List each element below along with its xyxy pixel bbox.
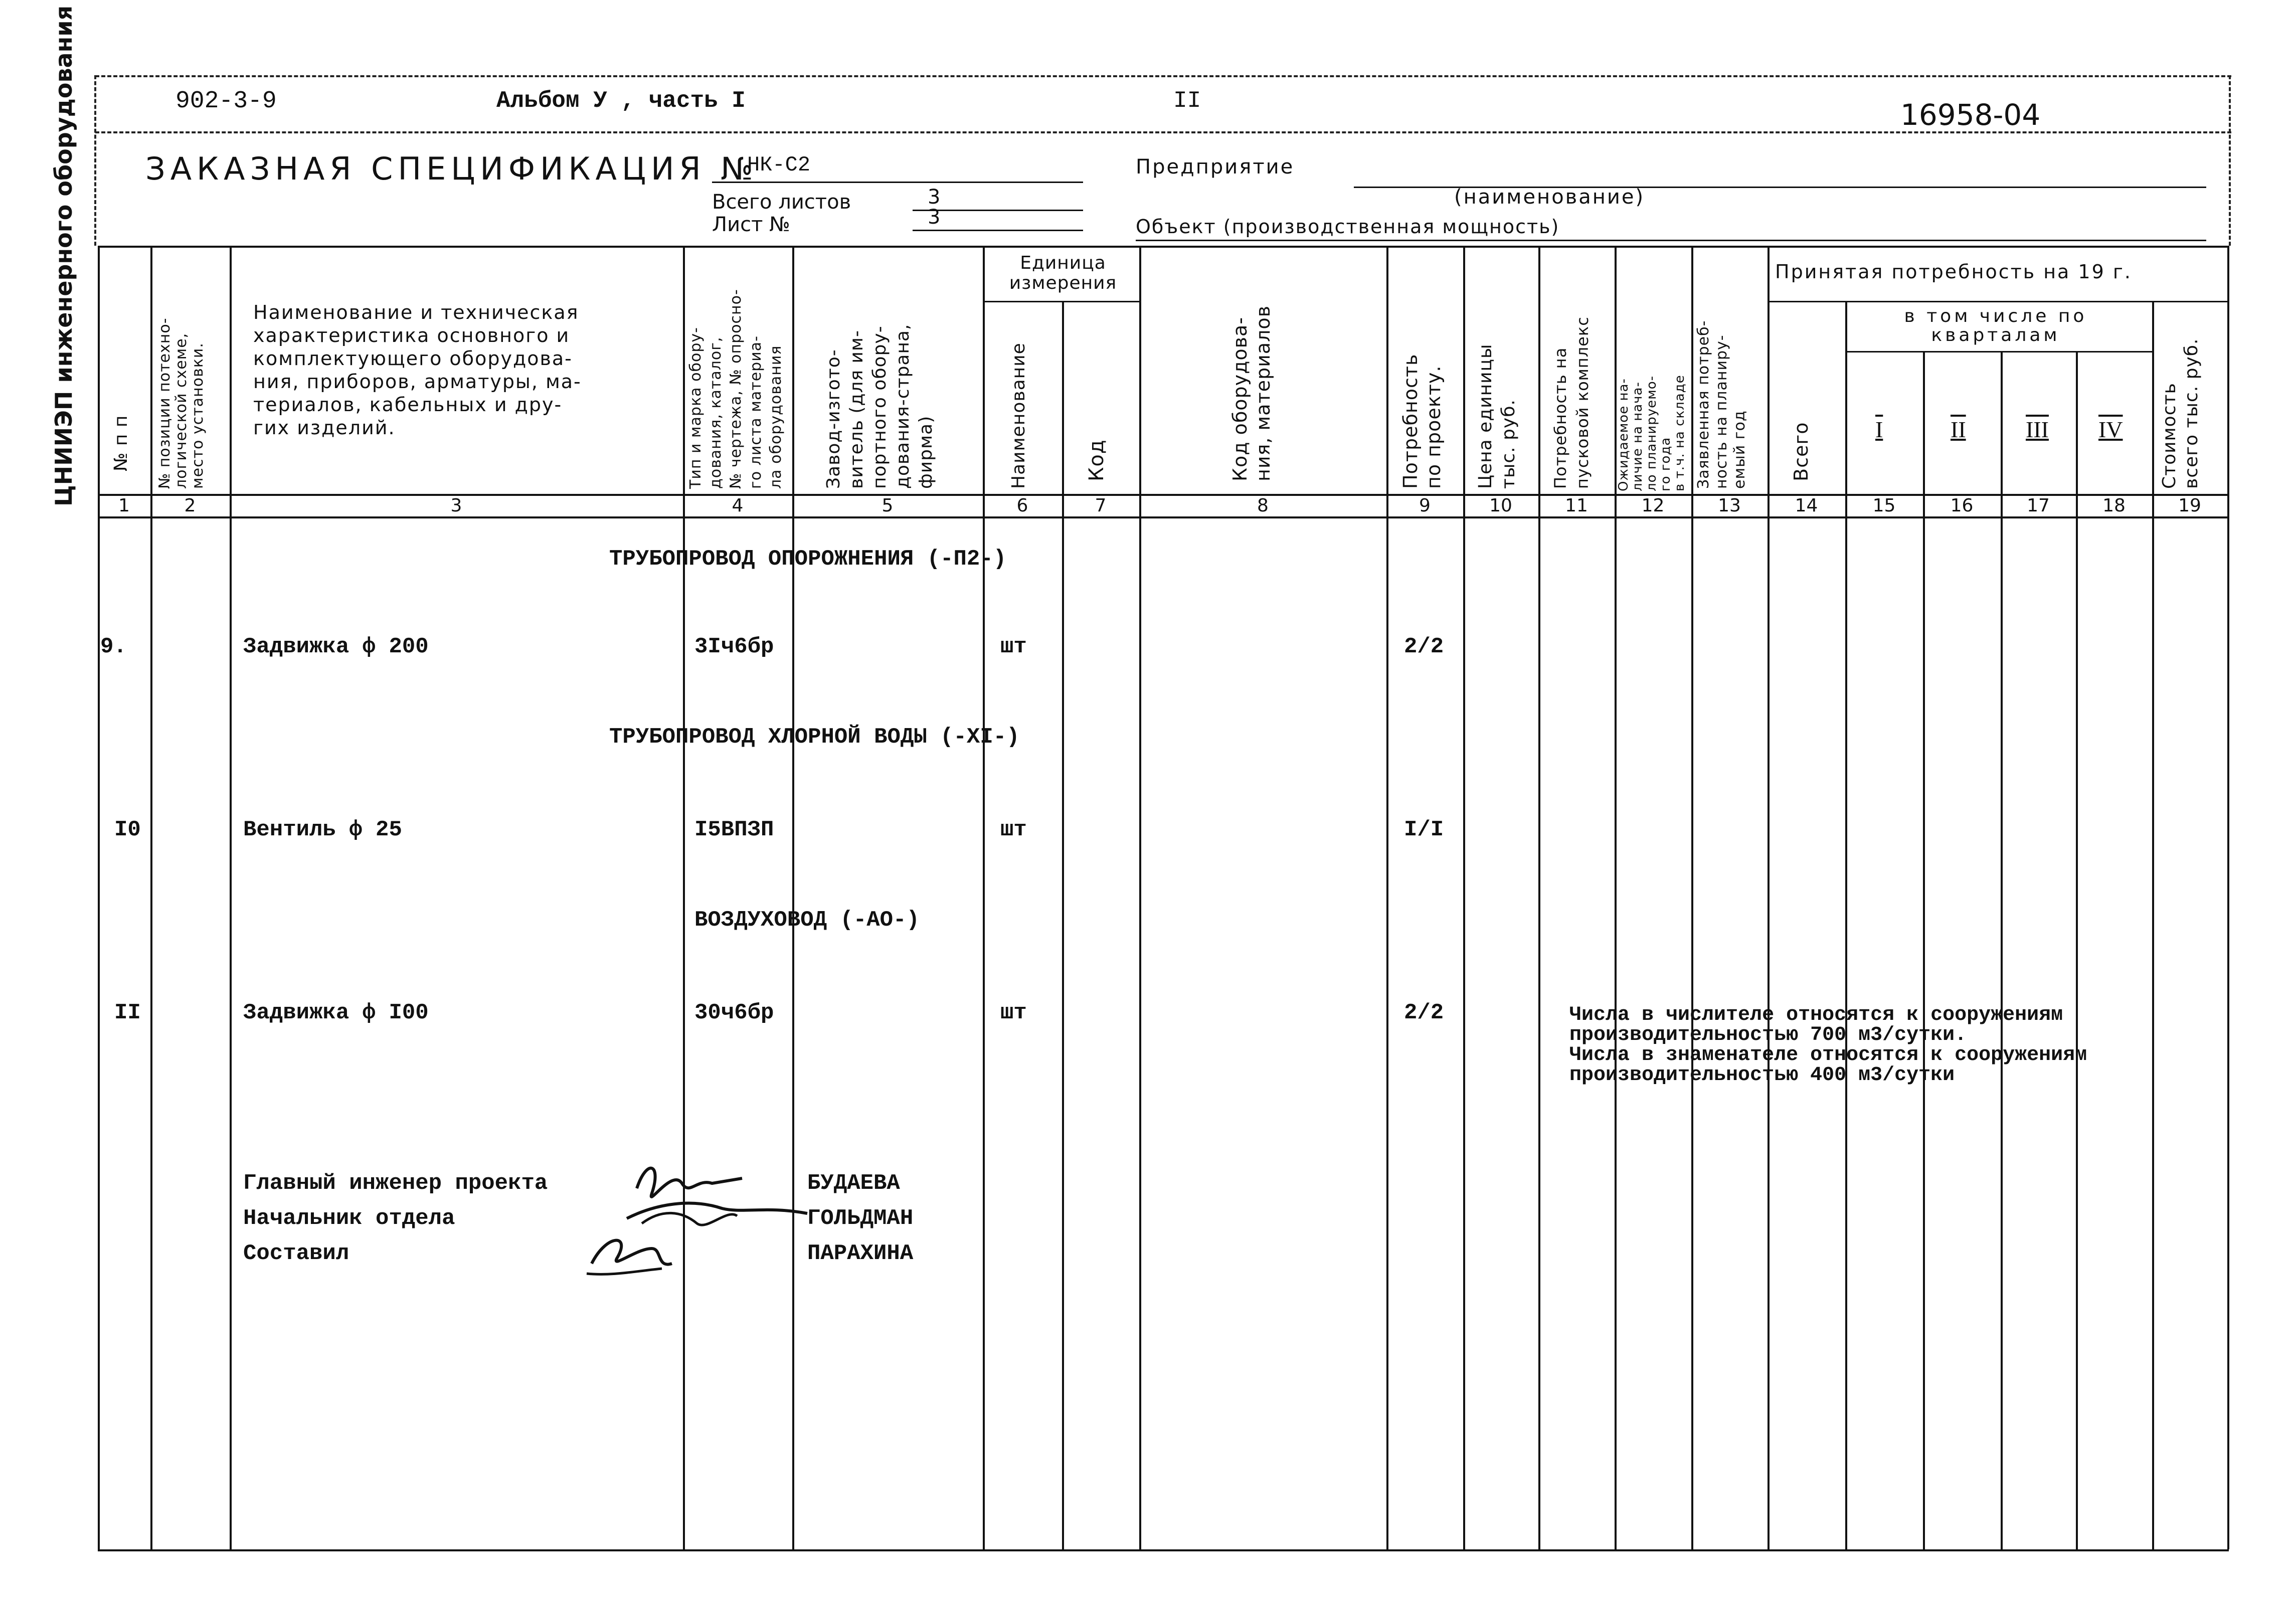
colnum-11: 11	[1565, 495, 1588, 516]
col-line-4	[792, 246, 794, 1549]
col-5-header: Завод-изгото- витель (для им- портного обору- дования-страна, фирма)	[823, 323, 936, 489]
row-unit: шт	[1000, 1000, 1027, 1025]
frame-right	[2229, 75, 2231, 246]
col-14-header: Всего	[1790, 422, 1812, 481]
signature-name: ПАРАХИНА	[807, 1241, 914, 1266]
accepted-group-header: Принятая потребность на 19 г.	[1775, 261, 2132, 283]
signature-role: Начальник отдела	[243, 1206, 455, 1231]
col-line-6	[1062, 301, 1064, 1549]
note-text: Числа в числителе относятся к сооружениям производительностью 700 м3/сутки. Числа в знаменателе относятся к сооружениям производительностью 400 м3/сутки	[1569, 1004, 2087, 1087]
frame-left	[94, 75, 96, 246]
colnum-4: 4	[732, 495, 744, 516]
row-type: 30ч6бр	[694, 1000, 774, 1025]
row-name: Вентиль ф 25	[243, 817, 402, 842]
col-6-header: Наименование	[1008, 342, 1029, 489]
row-number: 9.	[100, 634, 127, 659]
col-3-header: Наименование и техническая характеристика основного и комплектующего оборудова- ния, приборов, арматуры, ма- териалов, кабельных и дру- гих изделий.	[253, 301, 582, 439]
colnum-1: 1	[118, 495, 130, 516]
col-line-8	[1386, 246, 1388, 1549]
row-type: 3Iч6бр	[694, 634, 774, 659]
quarters-header: в том числе по кварталам	[1904, 306, 2087, 345]
col-10-header: Цена единицы тыс. руб.	[1475, 343, 1519, 489]
album-label: Альбом У , часть I	[496, 88, 746, 114]
col-line-12	[1691, 246, 1693, 1549]
col-line-7	[1139, 246, 1141, 1549]
row-name: Задвижка ф I00	[243, 1000, 429, 1025]
frame-top	[95, 75, 2231, 77]
table-top	[98, 246, 2229, 248]
series-code: 902-3-9	[175, 88, 277, 115]
table-bottom	[98, 1549, 2229, 1551]
col-line-0	[98, 246, 100, 1549]
signature-role: Главный инженер проекта	[243, 1171, 548, 1196]
colnum-12: 12	[1641, 495, 1665, 516]
quarters-group-line	[1845, 351, 2152, 352]
row-type: I5ВПЗП	[694, 817, 774, 842]
col-7-header: Код	[1085, 439, 1108, 481]
col-11-header: Потребность на пусковой комплекс	[1551, 316, 1592, 489]
col-13-header: Заявленная потреб- ность на планиру- емый год	[1695, 320, 1748, 489]
colnum-15: 15	[1872, 495, 1896, 516]
colnum-3: 3	[450, 495, 462, 516]
table-numbers-bottom	[98, 516, 2229, 518]
colnum-13: 13	[1718, 495, 1741, 516]
handwritten-signature	[577, 1148, 817, 1289]
col-8-header: Код оборудова- ния, материалов	[1229, 305, 1274, 481]
section-heading: ТРУБОПРОВОД ОПОРОЖНЕНИЯ (-П2-)	[609, 547, 1007, 572]
unit-group-line	[983, 301, 1139, 302]
col-line-2	[230, 246, 232, 1549]
col-4-header: Тип и марка обору- дования, каталог, № чертежа, № опросно- го листа материа- ла оборудования	[687, 289, 785, 489]
col-line-18	[2152, 301, 2154, 1549]
spec-title: ЗАКАЗНАЯ СПЕЦИФИКАЦИЯ №	[145, 150, 758, 187]
quarter-i: I	[1875, 417, 1883, 442]
colnum-18: 18	[2102, 495, 2126, 516]
colnum-9: 9	[1419, 495, 1431, 516]
row-qty: 2/2	[1404, 634, 1444, 659]
row-number: II	[114, 1000, 141, 1025]
quarter-iii: III	[2026, 417, 2049, 442]
signature-name: БУДАЕВА	[807, 1171, 900, 1196]
colnum-19: 19	[2178, 495, 2201, 516]
colnum-6: 6	[1016, 495, 1028, 516]
enterprise-label: Предприятие	[1136, 155, 1295, 179]
colnum-2: 2	[184, 495, 196, 516]
col-line-9	[1463, 246, 1465, 1549]
col-line-1	[150, 246, 152, 1549]
col-line-3	[683, 246, 685, 1549]
col-6-group-header: Единица измерения	[1009, 253, 1117, 293]
total-sheets-value: 3	[928, 186, 941, 209]
object-underline	[1136, 240, 2206, 241]
quarter-iv: IV	[2098, 417, 2123, 442]
spec-number: НК-С2	[747, 153, 811, 177]
col-line-15	[1923, 351, 1925, 1549]
sheet-roman: II	[1173, 88, 1201, 114]
sheet-no-value: 3	[928, 206, 941, 229]
col-line-5	[983, 246, 985, 1549]
col-12-header: Ожидаемое на- личие на нача- ло планируемо- го года в т.ч. на складе	[1616, 375, 1687, 491]
naming-label: (наименование)	[1454, 186, 1645, 209]
col-19-header: Стоимость всего тыс. руб.	[2159, 338, 2202, 489]
accepted-group-line	[1768, 301, 2229, 302]
sheet-no-label: Лист №	[712, 213, 790, 236]
col-line-10	[1538, 246, 1540, 1549]
row-unit: шт	[1000, 634, 1027, 659]
colnum-14: 14	[1795, 495, 1818, 516]
col-line-19	[2227, 246, 2229, 1549]
colnum-16: 16	[1950, 495, 1974, 516]
row-name: Задвижка ф 200	[243, 634, 429, 659]
section-heading: ВОЗДУХОВОД (-АО-)	[694, 908, 920, 933]
col-line-14	[1845, 301, 1847, 1549]
sheet-no-underline	[913, 230, 1083, 231]
row-qty: 2/2	[1404, 1000, 1444, 1025]
col-line-17	[2076, 351, 2078, 1549]
row-qty: I/I	[1404, 817, 1444, 842]
col-9-header: Потребность по проекту.	[1399, 353, 1445, 489]
colnum-5: 5	[881, 495, 894, 516]
row-number: I0	[114, 817, 141, 842]
signature-name: ГОЛЬДМАН	[807, 1206, 914, 1231]
total-sheets-label: Всего листов	[712, 191, 851, 214]
side-stamp: ЦНИИЭП инженерного оборудования	[50, 5, 77, 506]
col-line-13	[1768, 246, 1770, 1549]
row-unit: шт	[1000, 817, 1027, 842]
quarter-ii: II	[1951, 417, 1966, 442]
signature-role: Составил	[243, 1241, 349, 1266]
object-label: Объект (производственная мощность)	[1136, 216, 1560, 238]
doc-code: 16958-04	[1900, 98, 2041, 132]
spec-number-underline	[712, 182, 1083, 183]
col-line-16	[2001, 351, 2003, 1549]
colnum-8: 8	[1257, 495, 1269, 516]
colnum-7: 7	[1095, 495, 1107, 516]
section-heading: ТРУБОПРОВОД ХЛОРНОЙ ВОДЫ (-XI-)	[609, 725, 1020, 750]
col-1-header: № п п	[111, 415, 131, 471]
colnum-17: 17	[2027, 495, 2050, 516]
col-2-header: № позиции потехно- логической схеме, место установки.	[156, 317, 207, 489]
colnum-10: 10	[1489, 495, 1512, 516]
